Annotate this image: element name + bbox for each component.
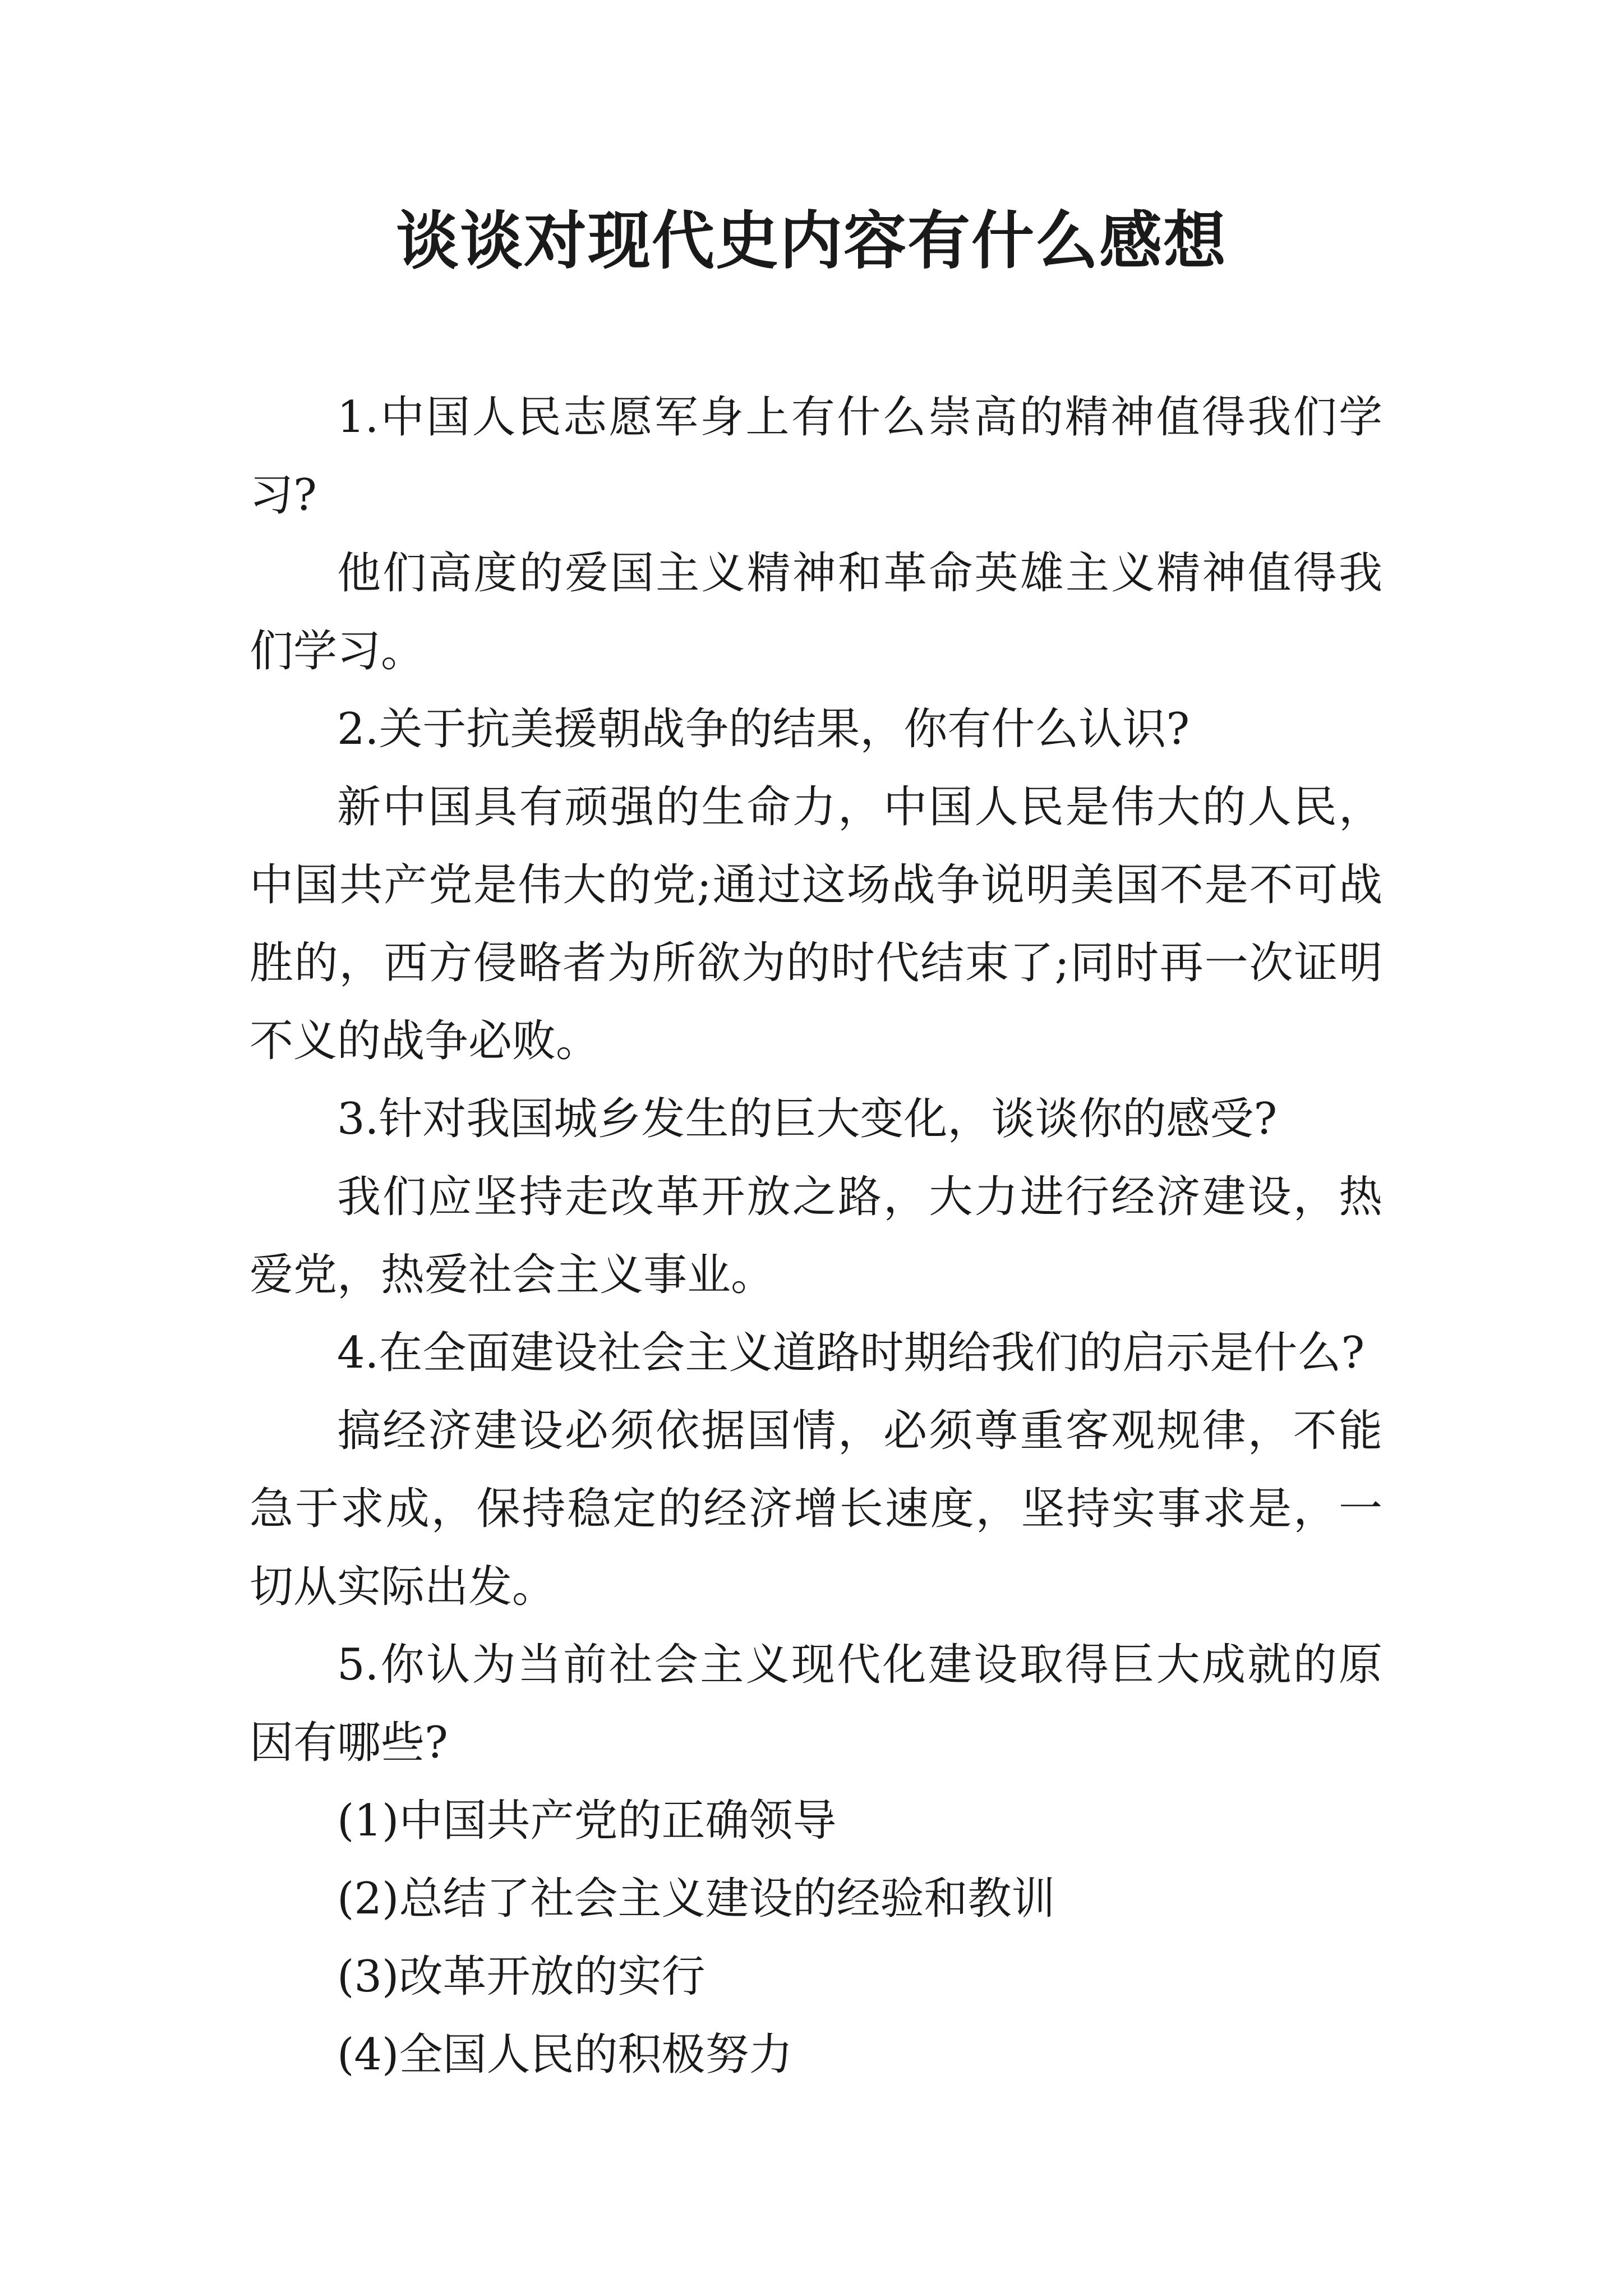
answer-5-item-4: (4)全国人民的积极努力 — [337, 2030, 793, 2080]
answer-2: 新中国具有顽强的生命力，中国人民是伟大的人民，中国共产党是伟大的党;通过这场战争说明美国不是不可战胜的，西方侵略者为所欲为的时代结束了;同时再一次证明不义的战争必败。 — [250, 782, 1382, 1066]
answer-1: 他们高度的爱国主义精神和革命英雄主义精神值得我们学习。 — [250, 548, 1382, 677]
answer-3: 我们应坚持走改革开放之路，大力进行经济建设，热爱党，热爱社会主义事业。 — [250, 1172, 1382, 1300]
answer-5-item-3: (3)改革开放的实行 — [337, 1952, 706, 2002]
answer-5-item-2: (2)总结了社会主义建设的经验和教训 — [337, 1874, 1055, 1924]
question-4: 4.在全面建设社会主义道路时期给我们的启示是什么? — [337, 1328, 1365, 1378]
answer-4: 搞经济建设必须依据国情，必须尊重客观规律，不能急于求成，保持稳定的经济增长速度，坚持实事求是，一切从实际出发。 — [250, 1406, 1382, 1612]
question-2: 2.关于抗美援朝战争的结果，你有什么认识? — [337, 704, 1190, 754]
document-body — [250, 379, 1382, 2094]
answer-5-item-1: (1)中国共产党的正确领导 — [337, 1796, 837, 1846]
question-1: 1.中国人民志愿军身上有什么崇高的精神值得我们学习? — [250, 392, 1382, 521]
question-5: 5.你认为当前社会主义现代化建设取得巨大成就的原因有哪些? — [250, 1640, 1382, 1768]
question-3: 3.针对我国城乡发生的巨大变化，谈谈你的感受? — [337, 1094, 1278, 1144]
document-title: 谈谈对现代史内容有什么感想 — [396, 205, 1227, 278]
